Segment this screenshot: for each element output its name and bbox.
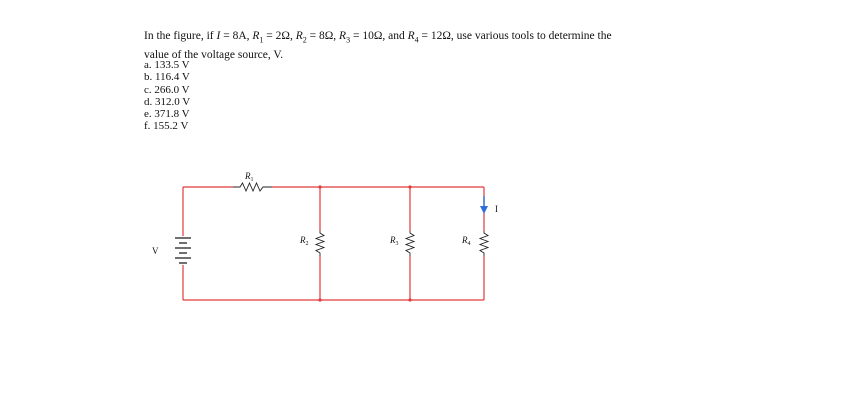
r1-subscript: 1 <box>259 35 264 45</box>
r1-label: $R_1$ <box>245 171 254 183</box>
option-e[interactable]: e. 371.8 V <box>144 108 190 121</box>
option-c[interactable]: c. 266.0 V <box>144 83 190 96</box>
question-prefix: In the figure, if <box>144 30 217 42</box>
r2-label: $R_2$ <box>300 235 309 247</box>
arrow-head <box>480 206 488 214</box>
r2-resistor <box>316 231 324 256</box>
source-label: V <box>152 246 159 256</box>
voltage-source <box>175 238 191 263</box>
option-f[interactable]: f. 155.2 V <box>144 120 189 133</box>
r3-label: $R_3$ <box>390 235 399 247</box>
r4-value: = 12Ω, use various tools to determine the <box>418 30 612 42</box>
r2-value: = 8Ω, <box>306 30 340 42</box>
r2-subscript: 2 <box>302 35 307 45</box>
current-label: I <box>495 204 498 214</box>
r1-resistor <box>233 183 272 191</box>
junction-dot <box>318 185 321 188</box>
r4-resistor <box>480 231 488 256</box>
r2-symbol: R <box>295 30 303 42</box>
current-value: = 8A, <box>220 30 253 42</box>
option-a[interactable]: a. 133.5 V <box>144 59 190 71</box>
junction-dot <box>408 185 411 188</box>
junction-dot <box>408 298 411 301</box>
r3-subscript: 3 <box>346 35 351 45</box>
option-b[interactable]: b. 116.4 V <box>144 71 190 84</box>
circuit-wires <box>183 187 484 300</box>
junction-dot <box>318 298 321 301</box>
r3-resistor <box>406 231 414 256</box>
r1-symbol: R <box>252 30 260 42</box>
current-symbol: I <box>216 30 221 42</box>
r1-value: = 2Ω, <box>263 30 296 42</box>
r3-symbol: R <box>339 30 347 42</box>
current-arrow-icon <box>480 196 488 214</box>
r4-label: $R_4$ <box>462 235 471 247</box>
r3-value: = 10Ω, and <box>350 30 408 42</box>
option-d[interactable]: d. 312.0 V <box>144 95 191 108</box>
question-line2: value of the voltage source, V. <box>144 48 284 61</box>
r4-symbol: R <box>407 30 415 42</box>
r4-subscript: 4 <box>414 35 419 45</box>
